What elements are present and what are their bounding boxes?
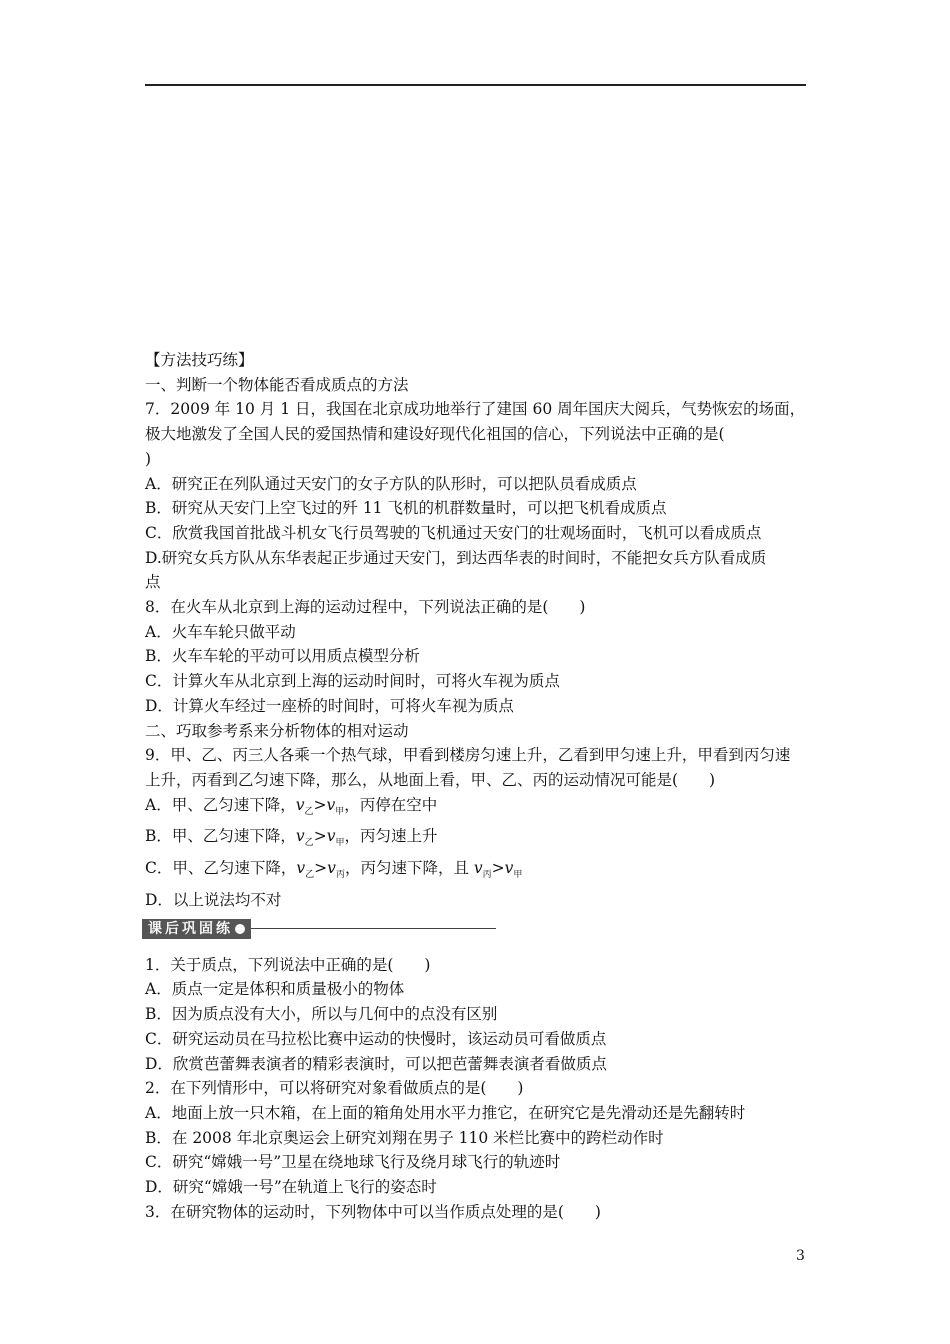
subsection-title-1: 一、判断一个物体能否看成质点的方法 xyxy=(145,375,409,394)
section-banner xyxy=(142,919,809,939)
question-3 xyxy=(145,1200,809,1225)
question-stem: 3．在研究物体的运动时，下列物体中可以当作质点处理的是( ) xyxy=(145,1202,601,1221)
section-banner-rule xyxy=(251,928,496,929)
option-d: D．研究“嫦娥一号”在轨道上飞行的姿态时 xyxy=(145,1178,437,1197)
option-b: B．研究从天安门上空飞过的歼 11 飞机的机群数量时，可以把飞机看成质点 xyxy=(145,499,667,518)
option-b: B．甲、乙匀速下降，$v_乙>v_甲$，丙匀速上升 xyxy=(145,827,438,849)
option-c: C．计算火车从北京到上海的运动时间时，可将火车视为质点 xyxy=(145,672,560,691)
question-8 xyxy=(145,595,809,719)
option-a: A．地面上放一只木箱，在上面的箱角处用水平力推它，在研究它是先滑动还是先翻转时 xyxy=(145,1103,746,1122)
question-2 xyxy=(145,1076,809,1200)
option-c: C．欣赏我国首批战斗机女飞行员驾驶的飞机通过天安门的壮观场面时，飞机可以看成质点 xyxy=(145,523,762,542)
bullet-dot-icon xyxy=(235,924,245,934)
page-number: 3 xyxy=(796,1248,805,1264)
option-b: B．在 2008 年北京奥运会上研究刘翔在男子 110 米栏比赛中的跨栏动作时 xyxy=(145,1128,664,1147)
header-rule xyxy=(145,84,806,86)
section-banner-label: 课后巩固练 xyxy=(142,919,251,939)
option-a: A．质点一定是体积和质量极小的物体 xyxy=(145,980,405,999)
page-content xyxy=(145,348,809,1224)
option-c: C．研究“嫦娥一号”卫星在绕地球飞行及绕月球飞行的轨迹时 xyxy=(145,1153,561,1172)
option-d: D．计算火车经过一座桥的时间时，可将火车视为质点 xyxy=(145,696,514,715)
question-stem: 9．甲、乙、丙三人各乘一个热气球，甲看到楼房匀速上升，乙看到甲匀速上升，甲看到丙匀速 xyxy=(145,746,791,765)
option-d: D．以上说法均不对 xyxy=(145,891,282,910)
question-stem: 极大地激发了全国人民的爱国热情和建设好现代化祖国的信心，下列说法中正确的是( xyxy=(145,425,725,444)
option-c: C．甲、乙匀速下降，$v_乙>v_丙$，丙匀速下降，且 $v_丙>v_甲$ xyxy=(145,859,523,881)
option-d: D.研究女兵方队从东华表起正步通过天安门，到达西华表的时间时，不能把女兵方队看成质 xyxy=(145,548,767,567)
question-1 xyxy=(145,953,809,1077)
option-a: A．火车车轮只做平动 xyxy=(145,622,296,641)
question-stem: 上升，丙看到乙匀速下降，那么，从地面上看，甲、乙、丙的运动情况可能是( ) xyxy=(145,770,716,789)
option-b: B．火车车轮的平动可以用质点模型分析 xyxy=(145,647,420,666)
question-7 xyxy=(145,397,809,595)
option-b: B．因为质点没有大小，所以与几何中的点没有区别 xyxy=(145,1005,498,1024)
question-stem: 1．关于质点，下列说法中正确的是( ) xyxy=(145,955,431,974)
question-stem: 7．2009 年 10 月 1 日，我国在北京成功地举行了建国 60 周年国庆大阅兵，气势恢宏的场面， xyxy=(145,400,806,419)
question-stem: 8．在火车从北京到上海的运动过程中，下列说法正确的是( ) xyxy=(145,598,586,617)
option-c: C．研究运动员在马拉松比赛中运动的快慢时，该运动员可看做质点 xyxy=(145,1029,607,1048)
option-a: A．甲、乙匀速下降，$v_乙>v_甲$，丙停在空中 xyxy=(145,795,438,817)
option-a: A．研究正在列队通过天安门的女子方队的队形时，可以把队员看成质点 xyxy=(145,474,637,493)
question-stem: 2．在下列情形中，可以将研究对象看做质点的是( ) xyxy=(145,1079,524,1098)
option-d: D．欣赏芭蕾舞表演者的精彩表演时，可以把芭蕾舞表演者看做质点 xyxy=(145,1054,607,1073)
subsection-title-2: 二、巧取参考系来分析物体的相对运动 xyxy=(145,721,409,740)
question-stem: ) xyxy=(145,449,152,468)
question-9 xyxy=(145,743,809,913)
section-heading: 【方法技巧练】 xyxy=(145,351,254,369)
option-d: 点 xyxy=(145,573,161,592)
